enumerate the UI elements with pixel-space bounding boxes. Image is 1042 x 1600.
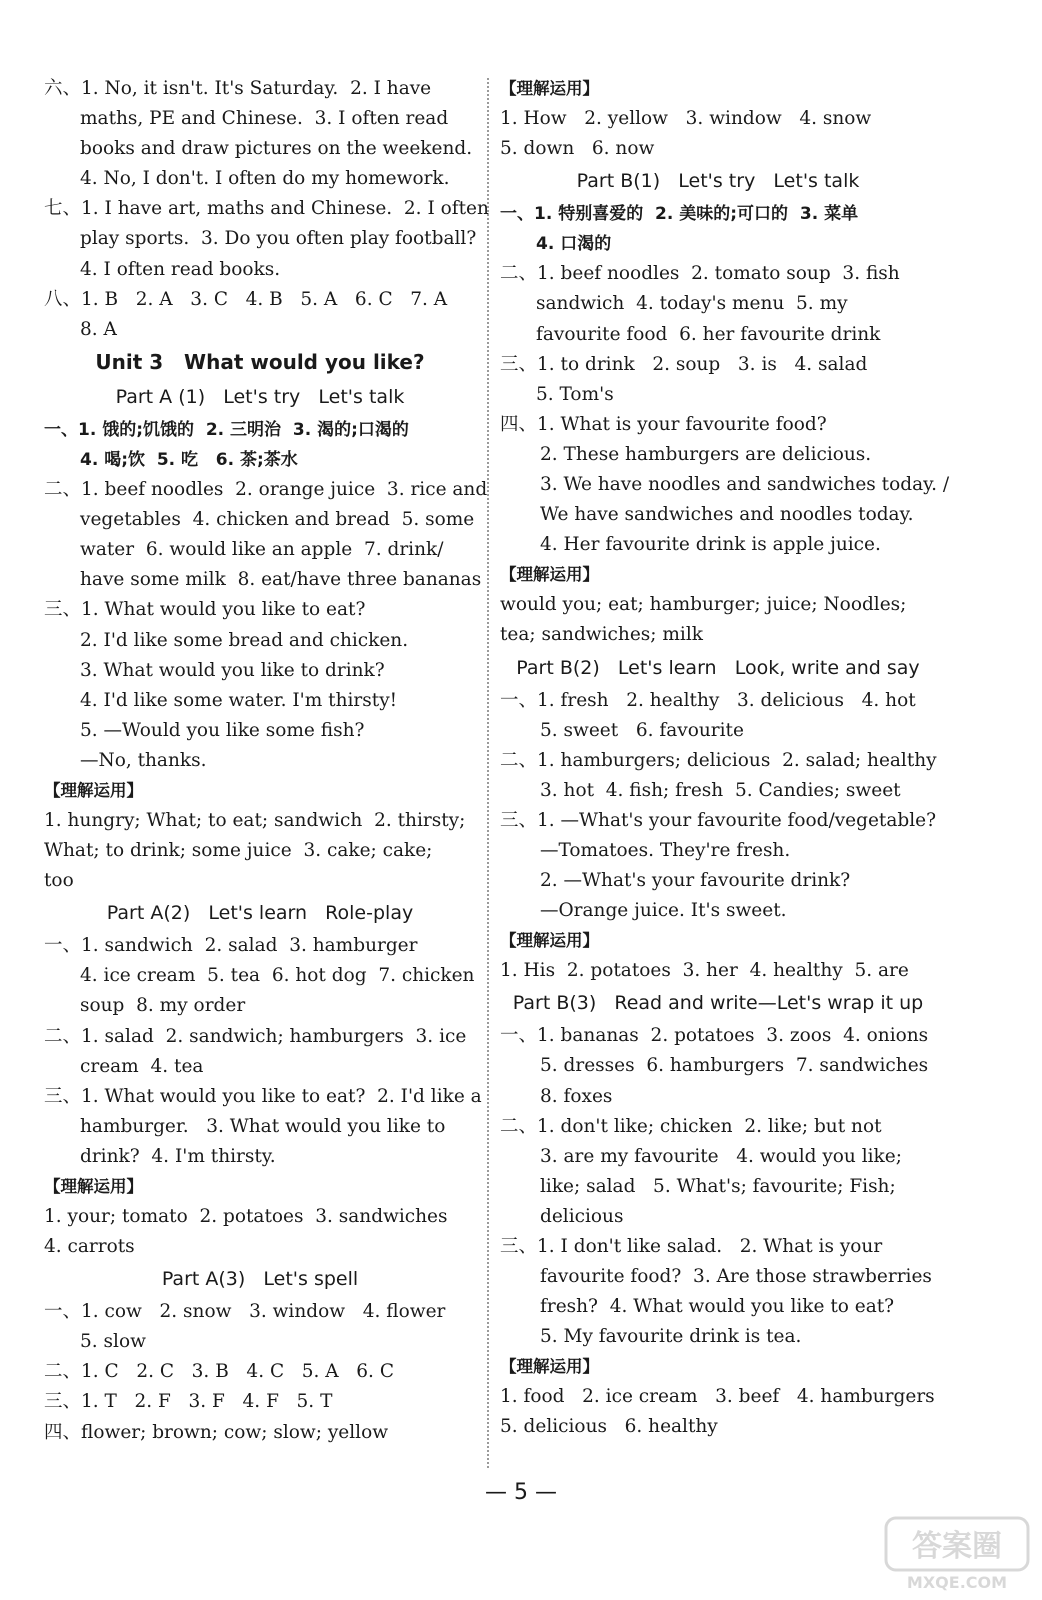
unit-title: Unit 3 What would you like? <box>95 349 425 374</box>
answer-line: favourite food? 3. Are those strawberries <box>540 1266 932 1288</box>
answer-line: 二、1. beef noodles 2. tomato soup 3. fish <box>500 263 900 285</box>
answer-line: 8. A <box>80 318 117 340</box>
answer-line: vegetables 4. chicken and bread 5. some <box>80 509 475 531</box>
answer-line: like; salad 5. What's; favourite; Fish; <box>540 1175 896 1197</box>
left-column <box>44 74 489 1448</box>
answer-line: play sports. 3. Do you often play football? <box>80 228 477 250</box>
answer-line: 三、1. I don't like salad. 2. What is your <box>500 1236 883 1257</box>
answer-line: 二、1. hamburgers; delicious 2. salad; healthy <box>500 749 937 771</box>
answer-line: 六、1. No, it isn't. It's Saturday. 2. I have <box>44 78 432 99</box>
answer-line: 四、1. What is your favourite food? <box>500 413 827 435</box>
answer-line: 八、1. B 2. A 3. C 4. B 5. A 6. C 7. A <box>44 288 448 310</box>
comprehension-label: 【理解运用】 <box>500 79 599 98</box>
answer-line: —No, thanks. <box>80 749 207 771</box>
answer-line: 5. delicious 6. healthy <box>500 1416 718 1438</box>
answer-line: We have sandwiches and noodles today. <box>540 504 914 526</box>
right-column <box>500 74 950 1443</box>
section-heading: Part A(3) Let's spell <box>161 1268 359 1291</box>
answer-line: 二、1. don't like; chicken 2. like; but not <box>500 1115 882 1137</box>
answer-line: 一、1. 饿的;饥饿的 2. 三明治 3. 渴的;口渴的 <box>44 419 409 440</box>
answer-line: 四、flower; brown; cow; slow; yellow <box>44 1421 389 1443</box>
answer-line: 2. —What's your favourite drink? <box>540 870 851 892</box>
answer-line: 4. 口渴的 <box>536 234 612 255</box>
answer-line: 1. your; tomato 2. potatoes 3. sandwiches <box>44 1206 448 1227</box>
answer-line: 三、1. to drink 2. soup 3. is 4. salad <box>500 353 868 375</box>
answer-line: 4. 喝;饮 5. 吃 6. 茶;茶水 <box>80 449 298 470</box>
answer-line: 4. carrots <box>44 1236 135 1258</box>
answer-line: would you; eat; hamburger; juice; Noodles; <box>500 594 907 616</box>
answer-line: 4. I'd like some water. I'm thirsty! <box>80 689 398 711</box>
answer-line: 二、1. beef noodles 2. orange juice 3. rice and <box>44 479 488 501</box>
answer-line: 8. foxes <box>540 1085 613 1107</box>
answer-line: 一、1. sandwich 2. salad 3. hamburger <box>44 935 418 957</box>
answer-line: water 6. would like an apple 7. drink/ <box>80 539 444 561</box>
answer-line: 1. How 2. yellow 3. window 4. snow <box>500 108 872 129</box>
answer-line: 5. slow <box>80 1331 146 1353</box>
answer-line: 5. My favourite drink is tea. <box>540 1326 802 1348</box>
answer-line: 4. ice cream 5. tea 6. hot dog 7. chicken <box>80 965 475 987</box>
page-number: — 5 — <box>485 1480 557 1505</box>
answer-line: 4. Her favourite drink is apple juice. <box>540 534 881 556</box>
answer-line: have some milk 8. eat/have three bananas <box>80 569 482 591</box>
comprehension-label: 【理解运用】 <box>500 565 599 585</box>
answer-line: cream 4. tea <box>80 1055 204 1077</box>
answer-line: sandwich 4. today's menu 5. my <box>536 293 848 315</box>
answer-line: 5. Tom's <box>536 383 614 405</box>
section-heading: Part B(2) Let's learn Look, write and say <box>516 656 920 679</box>
watermark-title: 答案圈 <box>912 1529 1002 1564</box>
answer-line: 3. are my favourite 4. would you like; <box>540 1145 902 1167</box>
answer-line: 5. dresses 6. hamburgers 7. sandwiches <box>540 1055 929 1077</box>
answer-line: 5. sweet 6. favourite <box>540 719 744 741</box>
answer-line: 一、1. bananas 2. potatoes 3. zoos 4. onions <box>500 1025 929 1047</box>
answer-line: 二、1. salad 2. sandwich; hamburgers 3. ice <box>44 1025 467 1047</box>
answer-line: 三、1. What would you like to eat? 2. I'd like a <box>44 1085 482 1107</box>
answer-line: 一、1. 特别喜爱的 2. 美味的;可口的 3. 菜单 <box>500 204 859 225</box>
comprehension-label: 【理解运用】 <box>44 1177 143 1196</box>
answer-line: 1. food 2. ice cream 3. beef 4. hamburgers <box>500 1386 935 1408</box>
answer-line: too <box>44 870 74 892</box>
answer-line: fresh? 4. What would you like to eat? <box>540 1296 895 1318</box>
answer-line: 三、1. What would you like to eat? <box>44 599 366 621</box>
section-heading: Part B(3) Read and write—Let's wrap it up <box>512 992 924 1015</box>
column-divider <box>487 78 489 1468</box>
answer-line: 2. These hamburgers are delicious. <box>540 443 872 465</box>
watermark-logo <box>882 1514 1032 1594</box>
answer-line: —Orange juice. It's sweet. <box>540 900 787 922</box>
answer-line: 3. hot 4. fish; fresh 5. Candies; sweet <box>540 779 901 801</box>
answer-line: books and draw pictures on the weekend. <box>80 138 473 160</box>
answer-line: 4. No, I don't. I often do my homework. <box>80 168 450 190</box>
answer-line: 3. We have noodles and sandwiches today. / <box>540 474 950 496</box>
comprehension-label: 【理解运用】 <box>500 1357 599 1377</box>
answer-line: favourite food 6. her favourite drink <box>536 323 881 345</box>
answer-line: 4. I often read books. <box>80 258 281 280</box>
section-heading: Part B(1) Let's try Let's talk <box>576 170 860 193</box>
watermark-site: MXQE.COM <box>906 1573 1008 1592</box>
answer-line: 二、1. C 2. C 3. B 4. C 5. A 6. C <box>44 1361 394 1383</box>
answer-line: 一、1. cow 2. snow 3. window 4. flower <box>44 1301 446 1323</box>
answer-line: —Tomatoes. They're fresh. <box>540 839 791 861</box>
comprehension-label: 【理解运用】 <box>500 931 599 951</box>
answer-line: 5. down 6. now <box>500 138 655 160</box>
answer-line: tea; sandwiches; milk <box>500 624 703 646</box>
answer-line: 三、1. T 2. F 3. F 4. F 5. T <box>44 1391 333 1413</box>
answer-line: 1. hungry; What; to eat; sandwich 2. thirsty; <box>44 809 466 831</box>
answer-line: 5. —Would you like some fish? <box>80 719 365 741</box>
section-heading: Part A (1) Let's try Let's talk <box>115 385 405 408</box>
answer-line: 三、1. —What's your favourite food/vegetable? <box>500 809 936 831</box>
section-heading: Part A(2) Let's learn Role-play <box>106 902 414 925</box>
comprehension-label: 【理解运用】 <box>44 780 143 800</box>
answer-line: soup 8. my order <box>80 995 246 1017</box>
answer-line: What; to drink; some juice 3. cake; cake; <box>44 840 433 862</box>
answer-line: 七、1. I have art, maths and Chinese. 2. I often <box>44 198 489 220</box>
answer-line: 1. His 2. potatoes 3. her 4. healthy 5. are <box>500 960 909 982</box>
answer-line: drink? 4. I'm thirsty. <box>80 1145 276 1167</box>
answer-line: 3. What would you like to drink? <box>80 659 385 681</box>
answer-line: 一、1. fresh 2. healthy 3. delicious 4. hot <box>500 689 916 711</box>
answer-line: maths, PE and Chinese. 3. I often read <box>80 108 449 130</box>
answer-line: 2. I'd like some bread and chicken. <box>80 629 409 651</box>
answer-line: hamburger. 3. What would you like to <box>80 1115 446 1137</box>
answer-line: delicious <box>540 1205 624 1227</box>
